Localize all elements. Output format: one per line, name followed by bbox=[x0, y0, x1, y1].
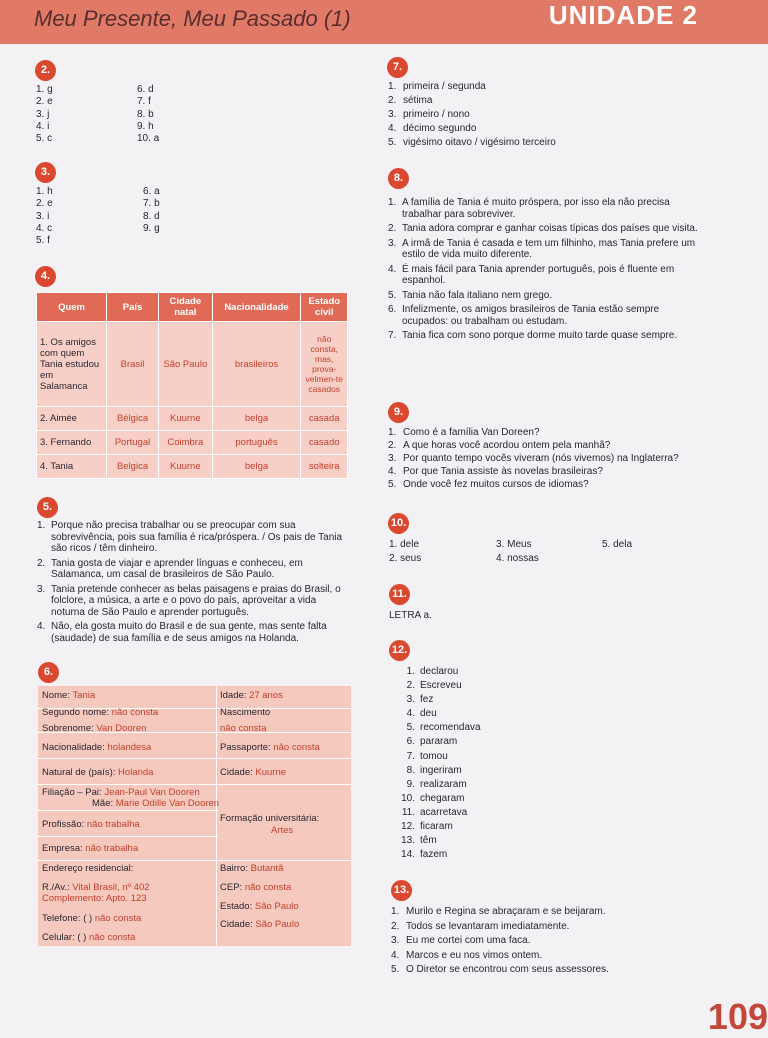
field-nome: Nome: Tania bbox=[42, 690, 96, 701]
list-item: 8. ingeriram bbox=[406, 764, 462, 776]
answer-item: 5. c bbox=[36, 133, 53, 145]
exercise-3-badge: 3. bbox=[35, 162, 56, 183]
exercise-3-answers-right bbox=[143, 186, 223, 235]
answer-item: 3. j bbox=[36, 108, 50, 120]
list-item: 4. Por que Tania assiste às novelas brasileiras? bbox=[388, 466, 603, 477]
table-cell: 1. Os amigos com quem Tania estudou em Salamanca bbox=[37, 322, 107, 407]
field-pai: Filiação – Pai: Jean-Paul Van Dooren bbox=[42, 787, 200, 798]
exercise-3-answers-left bbox=[36, 186, 116, 247]
answer-item: 10. a bbox=[137, 133, 160, 145]
list-item: 5. vigésimo oitavo / vigésimo terceiro bbox=[388, 137, 556, 148]
answer-item: 9. g bbox=[143, 222, 160, 234]
field-rua: R./Av.: Vital Brasil, nº 402 bbox=[42, 882, 150, 893]
table-cell: Kuurne bbox=[159, 407, 213, 431]
table-cell: português bbox=[212, 431, 301, 455]
table-cell: Portugal bbox=[107, 431, 159, 455]
column-header: Quem bbox=[37, 293, 107, 322]
field-nascimento-value: não consta bbox=[220, 723, 267, 734]
list-item: 4. décimo segundo bbox=[388, 123, 477, 134]
table-cell: belga bbox=[212, 407, 301, 431]
field-mae: Mãe: Marie Odille Van Dooren bbox=[92, 798, 220, 809]
answer-item: 9. h bbox=[137, 120, 154, 132]
list-item: 2. Todos se levantaram imediatamente. bbox=[391, 920, 570, 932]
list-item: 13. têm bbox=[401, 835, 437, 847]
list-item: 1. Porque não precisa trabalhar ou se preocupar com sua sobrevivência, pois sua família é rica/próspera. / Os pais de Tania são ricos / têm dinheiro. bbox=[37, 520, 343, 554]
answer-item: 7. f bbox=[137, 96, 151, 108]
list-item: 2. sétima bbox=[388, 95, 433, 106]
exercise-2-answers-right bbox=[137, 84, 217, 145]
field-endereco-label: Endereço residencial: bbox=[42, 863, 134, 874]
answer-item: 2. e bbox=[36, 96, 53, 108]
answer-item: 6. a bbox=[143, 186, 160, 197]
exercise-6-form bbox=[38, 686, 351, 946]
list-item: 9. realizaram bbox=[406, 778, 467, 790]
field-profissao: Profissão: não trabalha bbox=[42, 819, 140, 830]
answer-item: 5. dela bbox=[602, 539, 633, 550]
field-bairro: Bairro: Butantã bbox=[220, 863, 284, 874]
list-item: 4. deu bbox=[406, 708, 437, 720]
exercise-2-answers-left bbox=[36, 84, 116, 145]
answer-item: 5. f bbox=[36, 235, 50, 247]
exercise-5-badge: 5. bbox=[37, 497, 58, 518]
table-cell: 2. Aimée bbox=[37, 407, 107, 431]
answer-item: 2. seus bbox=[389, 553, 422, 564]
exercise-10-badge: 10. bbox=[388, 513, 409, 534]
exercise-8-badge: 8. bbox=[388, 168, 409, 189]
table-cell: Bélgica bbox=[107, 407, 159, 431]
column-header: Estado civil bbox=[301, 293, 348, 322]
field-celular: Celular: ( ) não consta bbox=[42, 932, 136, 943]
table-cell: Brasil bbox=[107, 322, 159, 407]
list-item: 5. O Diretor se encontrou com seus assessores. bbox=[391, 964, 609, 975]
list-item: 3. A irmã de Tania é casada e tem um filhinho, mas Tania prefere um estilo de vida muito diferente. bbox=[388, 237, 696, 260]
column-header: Cidade natal bbox=[159, 293, 213, 322]
field-natural: Natural de (país): Holanda bbox=[42, 767, 154, 778]
field-cidade-endereco: Cidade: São Paulo bbox=[220, 919, 300, 930]
field-empresa: Empresa: não trabalha bbox=[42, 843, 139, 854]
list-item: 4. Não, ela gosta muito do Brasil e de sua gente, mas sente falta (saudade) de sua família e de seus amigos na Holanda. bbox=[37, 621, 327, 644]
field-complemento: Complemento: Apto. 123 bbox=[42, 893, 147, 904]
answer-item: 1. dele bbox=[389, 539, 420, 550]
field-nascimento-label: Nascimento bbox=[220, 707, 271, 718]
exercise-5-answers bbox=[37, 520, 352, 647]
list-item: 1. Como é a família Van Doreen? bbox=[388, 427, 540, 438]
exercise-10-col2 bbox=[496, 538, 586, 566]
exercise-11-answer: LETRA a. bbox=[389, 610, 432, 621]
list-item: 7. tomou bbox=[406, 750, 448, 762]
answer-item: 2. e bbox=[36, 198, 53, 210]
exercise-13-badge: 13. bbox=[391, 880, 412, 901]
list-item: 4. É mais fácil para Tania aprender português, pois é fluente em espanhol. bbox=[388, 263, 675, 286]
exercise-4-badge: 4. bbox=[35, 266, 56, 287]
answer-item: 4. i bbox=[36, 120, 50, 132]
page-header bbox=[0, 0, 768, 44]
table-header-row bbox=[37, 293, 348, 322]
answer-item: 8. b bbox=[137, 108, 154, 120]
field-formacao-label: Formação universitária: bbox=[220, 813, 320, 824]
list-item: 14. fazem bbox=[401, 849, 448, 861]
field-nacionalidade: Nacionalidade: holandesa bbox=[42, 742, 152, 753]
table-cell: 3. Fernando bbox=[37, 431, 107, 455]
table-row bbox=[37, 431, 348, 455]
answer-item: 7. b bbox=[143, 198, 160, 210]
table-cell: brasileiros bbox=[212, 322, 301, 407]
answer-item: 4. nossas bbox=[496, 553, 539, 564]
list-item: 10. chegaram bbox=[401, 792, 465, 804]
table-cell: Kuurne bbox=[159, 455, 213, 479]
list-item: 3. primeiro / nono bbox=[388, 109, 470, 120]
field-sobrenome: Sobrenome: Van Dooren bbox=[42, 723, 147, 734]
field-idade: Idade: 27 anos bbox=[220, 690, 283, 701]
list-item: 2. Tania gosta de viajar e aprender línguas e conheceu, em Salamanca, um casal de brasileiros de São Paulo. bbox=[37, 557, 303, 580]
answer-item: 1. h bbox=[36, 186, 53, 197]
exercise-6-badge: 6. bbox=[38, 662, 59, 683]
column-header: País bbox=[107, 293, 159, 322]
list-item: 3. Por quanto tempo vocês viveram (nós vivemos) na Inglaterra? bbox=[388, 453, 679, 464]
table-row bbox=[37, 455, 348, 479]
table-cell: 4. Tania bbox=[37, 455, 107, 479]
list-item: 2. Escreveu bbox=[406, 680, 462, 692]
unit-label: UNIDADE 2 bbox=[548, 0, 698, 30]
page-title: Meu Presente, Meu Passado (1) bbox=[34, 6, 351, 31]
answer-item: 8. d bbox=[143, 210, 160, 222]
list-item: 3. fez bbox=[406, 694, 434, 706]
answer-item: 6. d bbox=[137, 84, 154, 95]
list-item: 12. ficaram bbox=[401, 821, 453, 833]
exercise-10-col3 bbox=[602, 538, 692, 552]
table-cell: casada bbox=[301, 407, 348, 431]
answer-item: 4. c bbox=[36, 222, 53, 234]
list-item: 5. recomendava bbox=[406, 722, 481, 734]
exercise-12-answers bbox=[391, 665, 591, 862]
exercise-10-col1 bbox=[389, 538, 479, 566]
list-item: 3. Eu me cortei com uma faca. bbox=[391, 935, 531, 946]
answer-item: 1. g bbox=[36, 84, 53, 95]
exercise-9-badge: 9. bbox=[388, 402, 409, 423]
field-telefone: Telefone: ( ) não consta bbox=[42, 913, 142, 924]
exercise-7-badge: 7. bbox=[387, 57, 408, 78]
list-item: 5. Tania não fala italiano nem grego. bbox=[388, 289, 553, 301]
exercise-2-badge: 2. bbox=[35, 60, 56, 81]
exercise-7-answers bbox=[388, 80, 728, 150]
list-item: 2. Tania adora comprar e ganhar coisas típicas dos países que visita. bbox=[388, 223, 698, 234]
list-item: 11. acarretava bbox=[401, 806, 468, 818]
list-item: 6. Infelizmente, os amigos brasileiros de Tania estão sempre ocupados: ou trabalham ou estudam. bbox=[388, 304, 660, 327]
table-row bbox=[37, 322, 348, 407]
list-item: 6. pararam bbox=[406, 736, 458, 748]
page-number: 109 bbox=[707, 996, 768, 1037]
table-cell: não consta, mas, prova-velmen-te casados bbox=[301, 322, 348, 407]
list-item: 1. primeira / segunda bbox=[388, 81, 486, 92]
field-estado: Estado: São Paulo bbox=[220, 901, 299, 912]
list-item: 1. Murilo e Regina se abraçaram e se beijaram. bbox=[391, 906, 606, 917]
list-item: 1. A família de Tania é muito próspera, por isso ela não precisa trabalhar para sobreviver. bbox=[388, 197, 670, 220]
field-cidade: Cidade: Kuurne bbox=[220, 767, 287, 778]
exercise-11-badge: 11. bbox=[389, 584, 410, 605]
answer-item: 3. Meus bbox=[496, 539, 532, 550]
table-cell: belga bbox=[212, 455, 301, 479]
list-item: 5. Onde você fez muitos cursos de idiomas? bbox=[388, 479, 589, 490]
exercise-8-answers bbox=[388, 197, 703, 345]
list-item: 3. Tania pretende conhecer as belas paisagens e praias do Brasil, o folclore, a música, a arte e o povo do país, aproveitar a vida noturna de São Paulo e aprender português. bbox=[37, 583, 341, 618]
table-cell: São Paulo bbox=[159, 322, 213, 407]
table-cell: Belgica bbox=[107, 455, 159, 479]
list-item: 2. A que horas você acordou ontem pela manhã? bbox=[388, 440, 611, 451]
exercise-9-answers bbox=[388, 426, 728, 491]
table-cell: Coimbra bbox=[159, 431, 213, 455]
exercise-12-badge: 12. bbox=[389, 640, 410, 661]
list-item: 1. declarou bbox=[406, 666, 459, 677]
field-formacao-value: Artes bbox=[271, 825, 294, 836]
field-segundo-nome: Segundo nome: não consta bbox=[42, 707, 159, 718]
list-item: 4. Marcos e eu nos vimos ontem. bbox=[391, 949, 543, 961]
table-cell: solteira bbox=[301, 455, 348, 479]
answer-item: 3. i bbox=[36, 210, 50, 222]
list-item: 7. Tania fica com sono porque dorme muito tarde quase sempre. bbox=[388, 330, 678, 341]
exercise-4-table bbox=[36, 292, 348, 479]
table-row bbox=[37, 407, 348, 431]
field-cep: CEP: não consta bbox=[220, 882, 292, 893]
column-header: Nacionalidade bbox=[212, 293, 301, 322]
table-cell: casado bbox=[301, 431, 348, 455]
exercise-13-answers bbox=[391, 905, 731, 978]
field-passaporte: Passaporte: não consta bbox=[220, 742, 320, 753]
